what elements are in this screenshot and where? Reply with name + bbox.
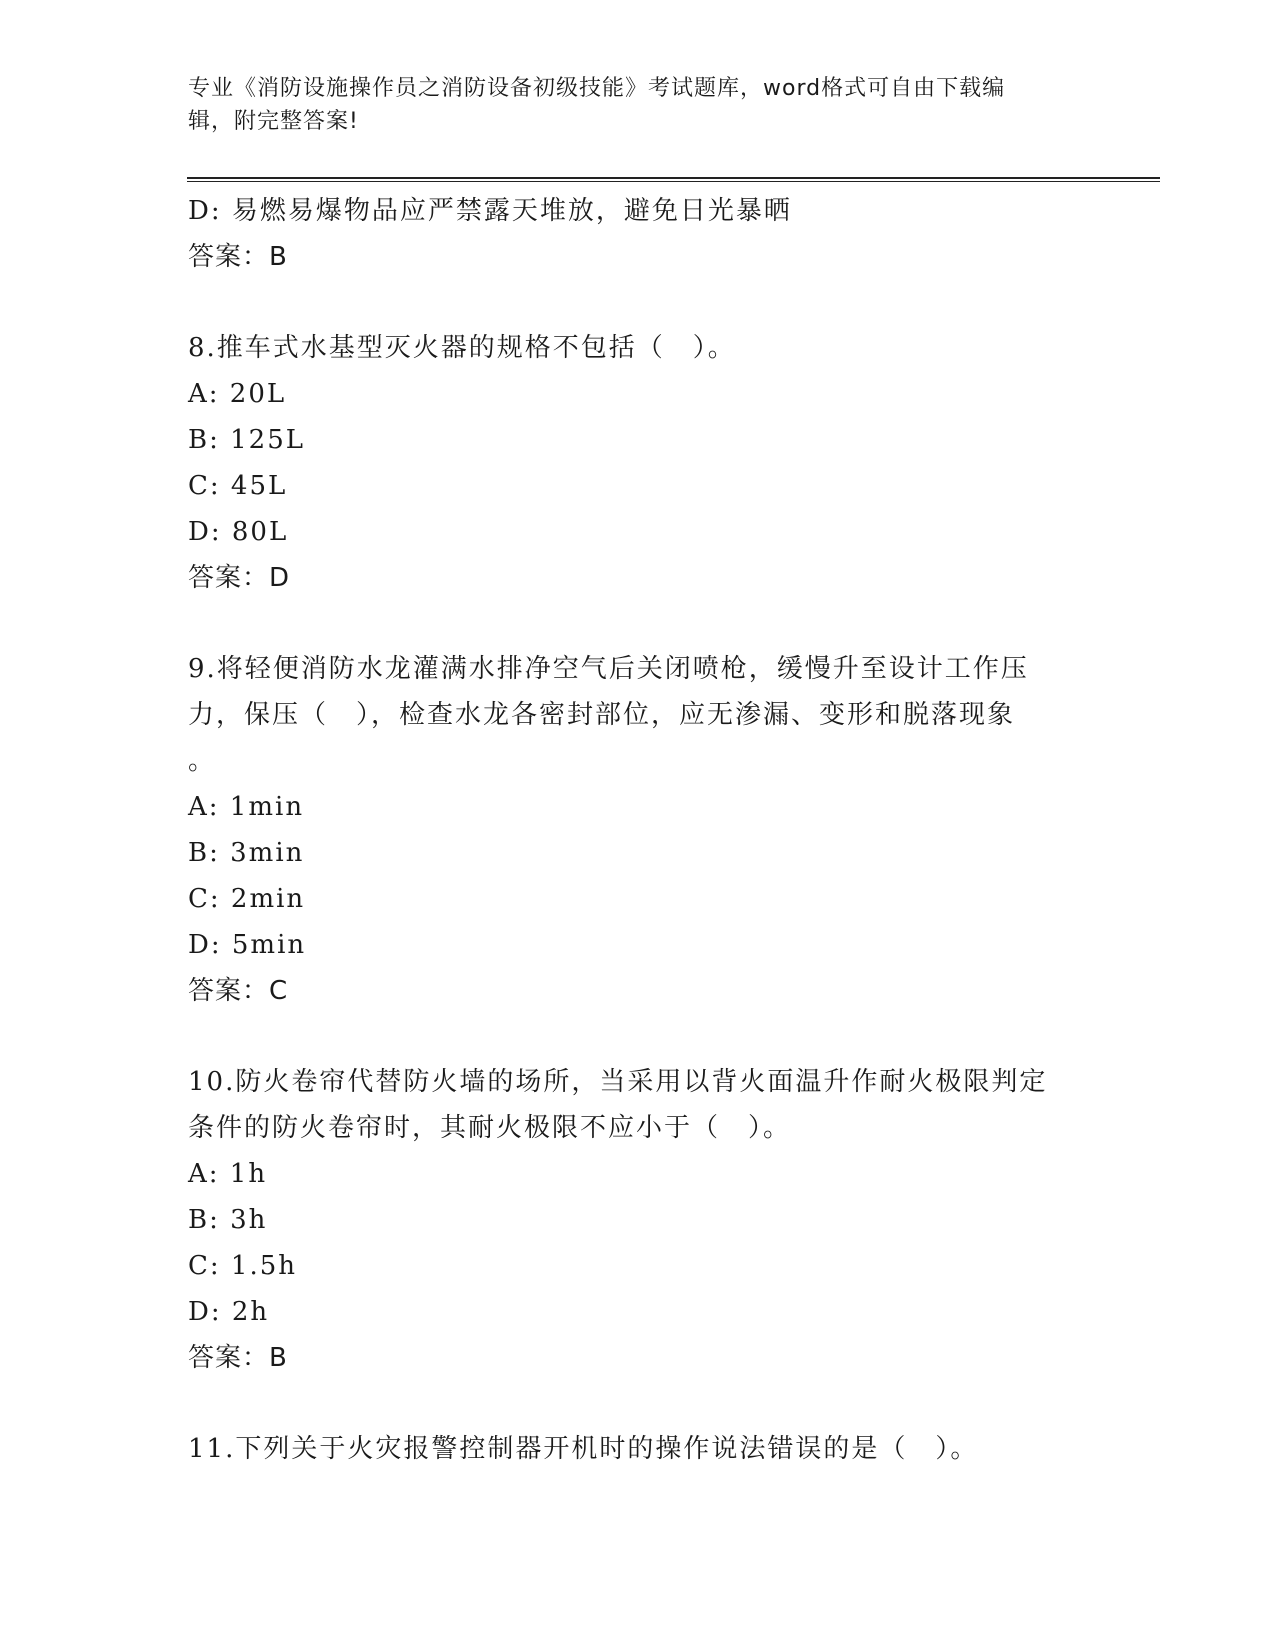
header-line-1: 专业《消防设施操作员之消防设备初级技能》考试题库，word格式可自由下载编 (188, 76, 1006, 101)
option-a: A: 1h (188, 1159, 268, 1189)
question-text (188, 325, 1088, 371)
header-rule-thin (187, 181, 1160, 182)
option-d-previous: D: 易燃易爆物品应严禁露天堆放，避免日光暴晒 (188, 196, 792, 226)
spacer (188, 1014, 1088, 1059)
option-b: B: 3h (188, 1205, 268, 1235)
question-line: 10.防火卷帘代替防火墙的场所，当采用以背火面温升作耐火极限判定 (188, 1067, 1048, 1097)
question-text (188, 1059, 1088, 1151)
question-block-10 (188, 1059, 1088, 1381)
spacer (188, 601, 1088, 646)
spacer (188, 280, 1088, 325)
question-line: 9.将轻便消防水龙灌满水排净空气后关闭喷枪，缓慢升至设计工作压 (188, 654, 1029, 684)
question-line: 条件的防火卷帘时，其耐火极限不应小于（ ）。 (188, 1113, 792, 1143)
answer: 答案：B (188, 1343, 288, 1373)
option-c: C: 2min (188, 884, 306, 914)
question-line: 8.推车式水基型灭火器的规格不包括（ ）。 (188, 333, 736, 363)
option-d: D: 80L (188, 517, 289, 547)
question-text (188, 1426, 1088, 1472)
header-rule-thick (187, 177, 1160, 179)
question-block-11 (188, 1426, 1088, 1472)
option-d: D: 5min (188, 930, 307, 960)
header-line-2: 辑，附完整答案! (188, 109, 359, 134)
answer: 答案：D (188, 563, 291, 593)
question-line: 力，保压（ ），检查水龙各密封部位，应无渗漏、变形和脱落现象 (188, 700, 1016, 730)
option-a: A: 20L (188, 379, 287, 409)
option-c: C: 45L (188, 471, 288, 501)
answer-previous: 答案：B (188, 242, 288, 272)
question-line: 11.下列关于火灾报警控制器开机时的操作说法错误的是（ ）。 (188, 1434, 979, 1464)
question-block-9 (188, 646, 1088, 1014)
option-b: B: 3min (188, 838, 305, 868)
question-text (188, 646, 1088, 784)
document-header (188, 72, 1068, 138)
spacer (188, 1381, 1088, 1426)
option-d: D: 2h (188, 1297, 270, 1327)
option-b: B: 125L (188, 425, 306, 455)
option-c: C: 1.5h (188, 1251, 298, 1281)
question-line: 。 (188, 746, 217, 776)
option-a: A: 1min (188, 792, 305, 822)
answer: 答案：C (188, 976, 289, 1006)
question-block-8 (188, 325, 1088, 601)
document-body (188, 188, 1088, 1472)
